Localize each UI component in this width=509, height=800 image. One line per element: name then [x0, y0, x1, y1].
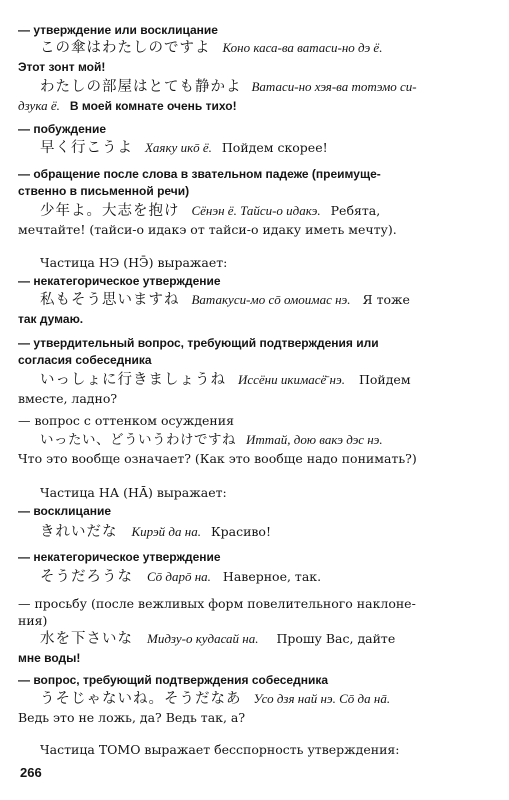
translation: Ведь это не ложь, да? Ведь так, а? — [18, 710, 246, 725]
translation: Пойдем — [358, 372, 411, 387]
transcription: дзука ё. — [18, 98, 60, 113]
japanese-text: 水を下さいな — [40, 631, 133, 647]
example-line — [40, 79, 417, 95]
transcription: Ватаси-но хэя-ва тотэмо си- — [251, 79, 417, 94]
section-heading: Частица ТОМО выражает бесспорность утверждения: — [40, 742, 400, 757]
usage-heading: — вопрос с оттенком осуждения — [18, 413, 234, 428]
usage-heading: — побуждение — [18, 122, 107, 136]
usage-heading: — некатегорическое утверждение — [18, 274, 221, 288]
section-heading: Частица НА (НĀ) выражает: — [40, 485, 227, 500]
japanese-text: この傘はわたしのですよ — [40, 40, 211, 56]
japanese-text: 私もそう思いますね — [40, 292, 180, 308]
example-line — [40, 524, 271, 540]
japanese-text: そうだろうな — [40, 569, 133, 585]
section-heading: Частица НЭ (НЭ̄) выражает: — [40, 255, 228, 270]
example-line — [40, 40, 382, 56]
translation: Что это вообще означает? (Как это вообще надо понимать?) — [18, 451, 417, 466]
example-line — [40, 292, 410, 308]
example-line — [40, 140, 328, 156]
example-line — [40, 631, 395, 647]
usage-heading: — вопрос, требующий подтверждения собеседника — [18, 673, 329, 687]
japanese-text: いったい、どういうわけですね — [40, 432, 236, 448]
japanese-text: いっしょに行きましょうね — [40, 372, 226, 388]
translation: мечтайте! (тайси-о идакэ от тайси-о идаку иметь мечту). — [18, 222, 397, 237]
transcription: Ватакуси-мо сō омоимас нэ. — [191, 292, 351, 307]
transcription: Мидзу-о кудасай на. — [146, 631, 259, 646]
translation: мне воды! — [18, 651, 81, 665]
transcription: Коно каса-ва ватаси-но дэ ё. — [222, 40, 383, 55]
usage-heading: — утвердительный вопрос, требующий подтверждения или — [18, 336, 379, 350]
translation: Наверное, так. — [222, 569, 322, 584]
usage-heading: — обращение после слова в звательном падеже (преимуще- — [18, 167, 381, 181]
transcription: Кирэй да на. — [131, 524, 201, 539]
transcription: Усо дзя най нэ. Сō да нā. — [253, 691, 391, 706]
transcription: Хаяку икō ё. — [144, 140, 212, 155]
example-line — [40, 203, 380, 219]
translation: Прошу Вас, дайте — [276, 631, 396, 646]
example-line — [40, 432, 383, 448]
japanese-text: 少年よ。大志を抱け — [40, 203, 180, 219]
example-line — [40, 569, 321, 585]
transcription: Иссёни икимасё̄ нэ. — [237, 372, 345, 387]
translation: Я тоже — [362, 292, 410, 307]
page-number: 266 — [20, 765, 42, 780]
transcription: Сёнэн ё. Тайси-о идакэ. — [191, 203, 321, 218]
translation: Пойдем скорее! — [221, 140, 328, 155]
translation: вместе, ладно? — [18, 391, 118, 406]
usage-heading: согласия собеседника — [18, 353, 152, 367]
usage-heading: — утверждение или восклицание — [18, 23, 218, 37]
japanese-text: わたしの部屋はとても静かよ — [40, 79, 242, 95]
japanese-text: うそじゃないね。そうだなあ — [40, 691, 242, 707]
translation: Ребята, — [330, 203, 381, 218]
transcription: Сō дарō на. — [146, 569, 211, 584]
usage-heading: — просьбу (после вежливых форм повелительного наклоне- — [18, 596, 416, 611]
usage-heading: ния) — [18, 613, 48, 628]
example-line — [40, 372, 411, 388]
example-line — [40, 691, 390, 707]
japanese-text: 早く行こうよ — [40, 140, 133, 156]
usage-heading: — некатегорическое утверждение — [18, 550, 221, 564]
translation: Красиво! — [210, 524, 271, 539]
usage-heading: — восклицание — [18, 504, 112, 518]
transcription: Иттай, дою вакэ дэс нэ. — [245, 432, 383, 447]
translation: так думаю. — [18, 312, 84, 326]
translation: В моей комнате очень тихо! — [69, 99, 237, 113]
example-line — [18, 98, 237, 114]
japanese-text: きれいだな — [40, 524, 118, 540]
translation: Этот зонт мой! — [18, 60, 106, 74]
usage-heading: ственно в письменной речи) — [18, 184, 190, 198]
